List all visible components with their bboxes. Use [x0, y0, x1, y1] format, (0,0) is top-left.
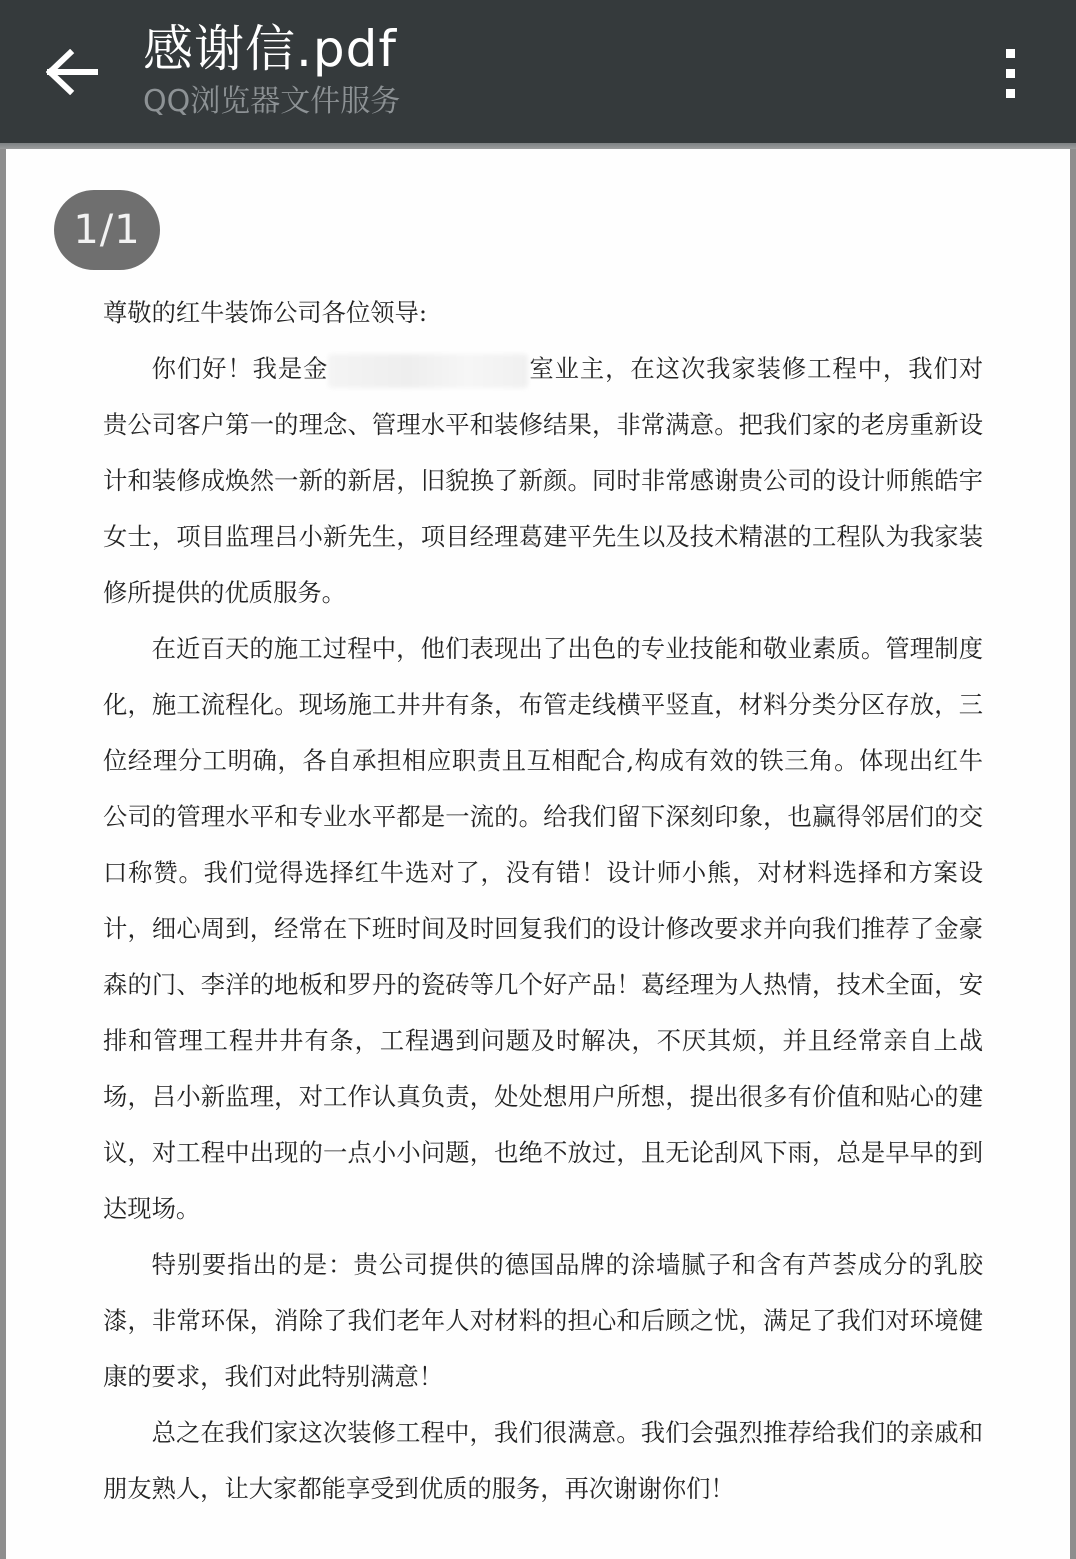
- page-indicator: 1/1: [54, 190, 160, 270]
- back-button[interactable]: [40, 40, 104, 104]
- paragraph-text: 室业主，在这次我家装修工程中，我们对贵公司客户第一的理念、管理水平和装修结果，非常满意。把我们家的老房重新设计和装修成焕然一新的新居，旧貌换了新颜。同时非常感谢贵公司的设计师熊皓宇女士，项目监理吕小新先生，项目经理葛建平先生以及技术精湛的工程队为我家装修所提供的优质服务。: [103, 354, 984, 607]
- more-vertical-icon-dot: [1006, 89, 1015, 98]
- more-options-button[interactable]: [988, 40, 1032, 106]
- letter-body: [103, 285, 983, 1517]
- service-subtitle: QQ浏览器文件服务: [143, 84, 401, 119]
- more-vertical-icon: [1006, 49, 1015, 58]
- letter-paragraph-3: 特别要指出的是：贵公司提供的德国品牌的涂墙腻子和含有芦荟成分的乳胶漆，非常环保，消除了我们老年人对材料的担心和后顾之忧，满足了我们对环境健康的要求，我们对此特别满意！: [103, 1250, 983, 1391]
- letter-paragraph-4: 总之在我们家这次装修工程中，我们很满意。我们会强烈推荐给我们的亲戚和朋友熟人，让大家都能享受到优质的服务，再次谢谢你们！: [103, 1418, 983, 1503]
- document-title: 感谢信.pdf: [143, 20, 397, 78]
- letter-paragraph-2: 在近百天的施工过程中，他们表现出了出色的专业技能和敬业素质。管理制度化，施工流程化。现场施工井井有条，布管走线横平竖直，材料分类分区存放，三位经理分工明确，各自承担相应职责且互相配合,构成有效的铁三角。体现出红牛公司的管理水平和专业水平都是一流的。给我们留下深刻印象，也赢得邻居们的交口称赞。我们觉得选择红牛选对了，没有错！设计师小熊，对材料选择和方案设计，细心周到，经常在下班时间及时回复我们的设计修改要求并向我们推荐了金豪森的门、李洋的地板和罗丹的瓷砖等几个好产品！葛经理为人热情，技术全面，安排和管理工程井井有条，工程遇到问题及时解决，不厌其烦，并且经常亲自上战场，吕小新监理，对工作认真负责，处处想用户所想，提出很多有价值和贴心的建议，对工程中出现的一点小小问题，也绝不放过，且无论刮风下雨，总是早早的到达现场。: [103, 634, 983, 1223]
- letter-greeting: 尊敬的红牛装饰公司各位领导:: [103, 298, 428, 327]
- letter-paragraph-1: [103, 341, 983, 621]
- paragraph-text: 你们好！我是金: [151, 354, 329, 383]
- more-vertical-icon-dot: [1006, 69, 1015, 78]
- title-block: [143, 18, 400, 122]
- app-bar: [0, 0, 1076, 143]
- redacted-address: [328, 354, 528, 388]
- arrow-left-icon: [46, 49, 98, 95]
